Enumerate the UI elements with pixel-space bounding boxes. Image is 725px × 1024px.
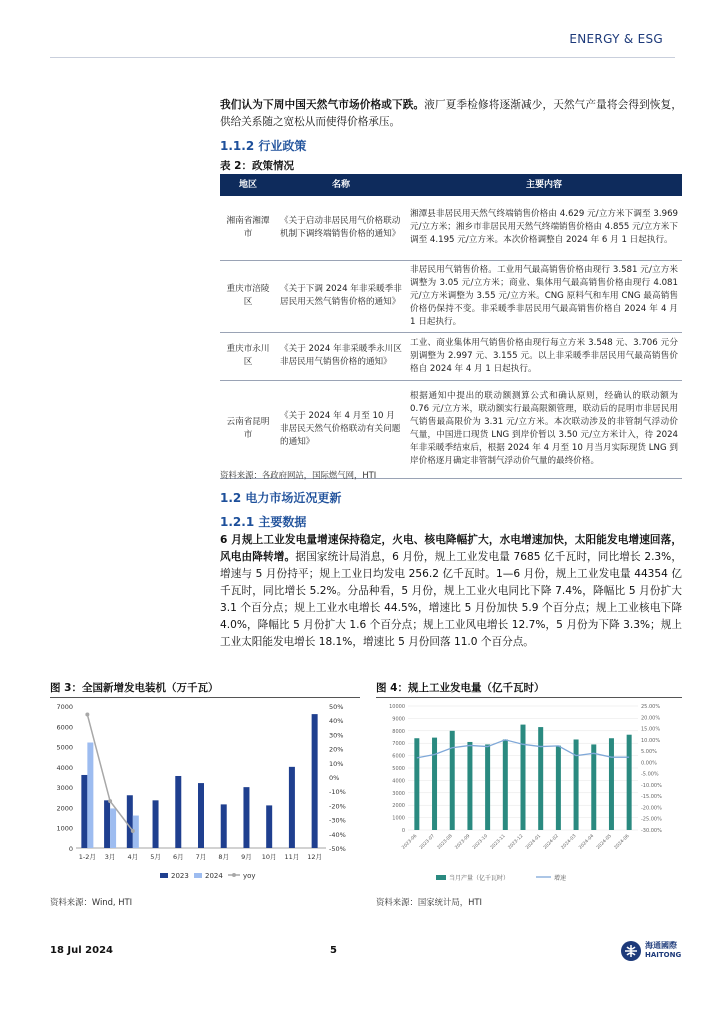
fig4-source: 资料来源：国家统计局，HTI xyxy=(376,897,483,907)
yoy-point xyxy=(85,713,89,717)
bar-2023 xyxy=(289,767,295,848)
y-tick-label: 5000 xyxy=(56,743,73,752)
production-bar xyxy=(609,738,614,830)
x-tick-label: 3月 xyxy=(104,853,116,861)
legend-2023-swatch xyxy=(160,873,168,878)
bar-2023 xyxy=(81,775,87,848)
y2-tick-label: -20.00% xyxy=(641,805,662,812)
y2-tick-label: -5.00% xyxy=(641,771,659,778)
y2-tick-label: -10% xyxy=(329,788,346,797)
logo-text-cn: 海通國際 xyxy=(645,941,677,950)
y2-tick-label: 20% xyxy=(329,745,344,754)
power-bold: 6 月规上工业发电量增速保持稳定，火电、核电降幅扩大，水电增速加快，太阳能发电增速回落，风电由降转增。 xyxy=(220,534,682,563)
y2-tick-label: 10.00% xyxy=(641,737,661,744)
legend-yoy-marker xyxy=(232,873,236,877)
y-tick-label: 8000 xyxy=(392,728,405,735)
production-bar xyxy=(467,742,472,830)
fig3-title: 图 3：全国新增发电装机（万千瓦） xyxy=(50,682,219,694)
table-source: 资料来源：各政府网站，国际燃气网，HTI xyxy=(220,470,377,480)
legend-line-label: 增速 xyxy=(554,875,567,882)
table-row xyxy=(220,380,682,478)
x-tick-label: 9月 xyxy=(241,853,252,861)
legend-yoy-label: yoy xyxy=(243,872,256,880)
y2-tick-label: -30% xyxy=(329,816,346,825)
section-heading-policy: 1.1.2 行业政策 xyxy=(220,139,307,153)
y-tick-label: 6000 xyxy=(392,753,405,760)
legend-2023-label: 2023 xyxy=(171,872,189,880)
table-cell-name: 《关于 2024 年非采暖季永川区非居民用气销售价格的通知》 xyxy=(276,332,406,380)
y-tick-label: 7000 xyxy=(392,741,405,748)
y2-tick-label: 0% xyxy=(329,774,340,782)
header-tag: ENERGY & ESG xyxy=(569,32,663,46)
intro-bold: 我们认为下周中国天然气市场价格或下跌。 xyxy=(220,99,425,111)
table-header-name: 名称 xyxy=(276,174,406,196)
table-cell-region: 重庆市涪陵区 xyxy=(220,260,276,332)
x-tick-label: 2023-12 xyxy=(507,833,525,851)
section-heading-power: 1.2 电力市场近况更新 xyxy=(220,491,342,505)
y-tick-label: 0 xyxy=(68,845,73,853)
table-header-region: 地区 xyxy=(220,174,276,196)
bar-2023 xyxy=(312,714,318,848)
y2-tick-label: -40% xyxy=(329,830,346,839)
power-paragraph xyxy=(220,532,682,651)
x-tick-label: 2024-02 xyxy=(542,833,560,851)
y2-tick-label: -15.00% xyxy=(641,794,662,801)
y-tick-label: 6000 xyxy=(56,723,73,732)
bar-2023 xyxy=(127,795,133,848)
haitong-logo xyxy=(620,938,680,964)
yoy-point xyxy=(131,829,135,833)
x-tick-label: 1-2月 xyxy=(78,853,96,861)
intro-paragraph xyxy=(220,97,682,131)
bar-2023 xyxy=(266,805,272,848)
y2-tick-label: 15.00% xyxy=(641,726,661,733)
table-cell-name: 《关于 2024 年 4 月至 10 月非居民天然气价格联动有关问题的通知》 xyxy=(276,380,406,478)
y-tick-label: 3000 xyxy=(56,784,73,793)
table-row xyxy=(220,332,682,380)
table-cell-content: 根据通知中提出的联动额测算公式和确认原则，经确认的联动额为 0.76 元/立方米，联动额实行最高限额管理，联动后的昆明市非居民用气销售最高限价为 3.31 元/立方米。本次联动涉及的非管制气浮动价气量，中国进口现货 LNG 到岸价暂以 3.50 元/立方米计入，待 2024 年非采暖季结束后，根据 2024 年 4 月至 10 月当月实际现货 LNG 到岸价格逐月确定非管制气浮动价气量的最终价格。 xyxy=(406,380,682,478)
table-cell-content: 湘潭县非居民用天然气终端销售价格由 4.629 元/立方米下调至 3.969 元/立方米；湘乡市非居民用天然气终端销售价格由 4.855 元/立方米下调至 4.195 元/立方米。本次价格调整自 2024 年 6 月 1 日起执行。 xyxy=(406,196,682,260)
production-bar xyxy=(556,746,561,830)
y-tick-label: 1000 xyxy=(56,824,73,833)
fig4-title: 图 4：规上工业发电量（亿千瓦时） xyxy=(376,682,545,694)
y2-tick-label: 0.00% xyxy=(641,760,657,767)
y2-tick-label: 40% xyxy=(329,717,344,726)
x-tick-label: 2023-11 xyxy=(489,833,507,851)
y2-tick-label: -20% xyxy=(329,802,346,811)
x-tick-label: 2023-09 xyxy=(454,833,472,851)
x-tick-label: 2024-03 xyxy=(560,833,578,851)
fig4-chart xyxy=(376,700,682,890)
x-tick-label: 2023-10 xyxy=(472,833,490,851)
bar-2023 xyxy=(198,783,204,848)
x-tick-label: 7月 xyxy=(195,853,207,861)
yoy-point xyxy=(108,799,112,803)
table-cell-name: 《关于启动非居民用气价格联动机制下调终端销售价格的通知》 xyxy=(276,196,406,260)
bar-2024 xyxy=(87,743,93,848)
y-tick-label: 2000 xyxy=(392,803,405,810)
production-bar xyxy=(538,727,543,830)
x-tick-label: 2023-07 xyxy=(419,833,436,851)
fig3-divider xyxy=(50,697,360,698)
header-divider xyxy=(50,57,675,58)
x-tick-label: 8月 xyxy=(218,853,230,861)
y-tick-label: 4000 xyxy=(392,778,405,785)
legend-bar-label: 当月产量（亿千瓦时） xyxy=(449,875,510,882)
y2-tick-label: -25.00% xyxy=(641,816,662,823)
legend-2024-swatch xyxy=(194,873,202,878)
policy-table xyxy=(220,174,682,479)
x-tick-label: 5月 xyxy=(150,853,161,861)
y2-tick-label: 20.00% xyxy=(641,715,661,722)
x-tick-label: 12月 xyxy=(307,853,323,861)
intro-rest: 液厂夏季检修将逐渐减少，天然气产量将会得到恢复，供给关系随之宽松从而使得价格承压。 xyxy=(220,99,683,128)
bar-2023 xyxy=(104,800,110,848)
x-tick-label: 2024-04 xyxy=(578,833,596,851)
fig4-divider xyxy=(376,697,682,698)
y2-tick-label: 50% xyxy=(329,703,344,711)
table-cell-region: 云南省昆明市 xyxy=(220,380,276,478)
production-bar xyxy=(432,738,437,830)
production-bar xyxy=(503,739,508,830)
x-tick-label: 4月 xyxy=(127,853,139,861)
table-row xyxy=(220,196,682,260)
y-tick-label: 3000 xyxy=(392,790,405,797)
x-tick-label: 2023-08 xyxy=(436,833,454,851)
y-tick-label: 4000 xyxy=(56,763,73,772)
table-header-content: 主要内容 xyxy=(406,174,682,196)
y-tick-label: 9000 xyxy=(392,716,405,723)
production-bar xyxy=(414,738,419,830)
production-bar xyxy=(591,744,596,830)
table-cell-content: 工业、商业集体用气销售价格由现行每立方米 3.548 元、3.706 元分别调整为 2.997 元、3.155 元。以上非采暖季非居民用气最高销售价格自 2024 年 4 月 1 日起执行。 xyxy=(406,332,682,380)
production-bar xyxy=(485,744,490,830)
y-tick-label: 0 xyxy=(401,828,405,834)
fig3-chart xyxy=(50,700,360,890)
fig3-source: 资料来源：Wind, HTI xyxy=(50,897,133,907)
table-cell-content: 非居民用气销售价格。工业用气最高销售价格由现行 3.581 元/立方米调整为 3.05 元/立方米；商业、集体用气最高销售价格由现行 4.081 元/立方米调整为 3.55 元/立方米。CNG 原料气和车用 CNG 最高销售价格仍保持不变。非采暖季非居民用气最高销售价格自 2024 年 4 月 1 日起执行。 xyxy=(406,260,682,332)
section-heading-data: 1.2.1 主要数据 xyxy=(220,515,307,529)
y2-tick-label: 10% xyxy=(329,759,344,768)
legend-bar-swatch xyxy=(436,875,446,880)
y2-tick-label: -50% xyxy=(329,845,346,853)
y-tick-label: 10000 xyxy=(389,704,405,710)
y-tick-label: 2000 xyxy=(56,804,73,813)
bar-2023 xyxy=(221,804,227,848)
bar-2023 xyxy=(243,787,249,848)
x-tick-label: 10月 xyxy=(261,853,277,861)
table-title: 表 2：政策情况 xyxy=(220,160,294,172)
page-number: 5 xyxy=(330,945,337,956)
table-cell-name: 《关于下调 2024 年非采暖季非居民用天然气销售价格的通知》 xyxy=(276,260,406,332)
y2-tick-label: 5.00% xyxy=(641,749,657,756)
y2-tick-label: 30% xyxy=(329,731,344,740)
table-cell-region: 湘南省湘潭市 xyxy=(220,196,276,260)
legend-2024-label: 2024 xyxy=(205,872,223,880)
x-tick-label: 2024-06 xyxy=(613,833,631,851)
bar-2023 xyxy=(175,776,181,848)
production-bar xyxy=(521,725,526,830)
footer-date: 18 Jul 2024 xyxy=(50,945,113,956)
x-tick-label: 2024-05 xyxy=(596,833,613,851)
bar-2024 xyxy=(110,808,116,848)
power-rest: 据国家统计局消息，6 月份，规上工业发电量 7685 亿千瓦时，同比增长 2.3%，增速与 5 月份持平；规上工业日均发电 256.2 亿千瓦时。1—6 月份，规上工业发电量 44354 亿千瓦时，同比增长 5.2%。分品种看，5 月份，规上工业火电同比下降 7.4%，降幅比 5 月份扩大 3.1 个百分点；规上工业水电增长 44.5%，增速比 5 月份加快 5.9 个百分点；规上工业核电下降 4.0%，降幅比 5 月份扩大 1.6 个百分点；规上工业风电增长 12.7%，5 月份为下降 3.3%；规上工业太阳能发电增长 18.1%，增速比 5 月份回落 11.0 个百分点。 xyxy=(220,551,683,648)
y-tick-label: 7000 xyxy=(56,703,73,711)
y-tick-label: 5000 xyxy=(392,766,405,772)
logo-text-en: HAITONG xyxy=(645,951,682,959)
x-tick-label: 6月 xyxy=(172,853,184,861)
x-tick-label: 11月 xyxy=(284,853,300,861)
table-row xyxy=(220,260,682,332)
production-bar xyxy=(450,731,455,830)
x-tick-label: 2024-01 xyxy=(525,833,543,851)
table-header-row xyxy=(220,174,682,196)
y2-tick-label: -10.00% xyxy=(641,782,662,789)
y2-tick-label: -30.00% xyxy=(641,828,662,834)
x-tick-label: 2023-06 xyxy=(401,833,419,851)
production-bar xyxy=(574,739,579,830)
y2-tick-label: 25.00% xyxy=(641,704,661,710)
bar-2023 xyxy=(153,800,159,848)
production-bar xyxy=(627,735,632,830)
y-tick-label: 1000 xyxy=(392,815,405,822)
table-cell-region: 重庆市永川区 xyxy=(220,332,276,380)
